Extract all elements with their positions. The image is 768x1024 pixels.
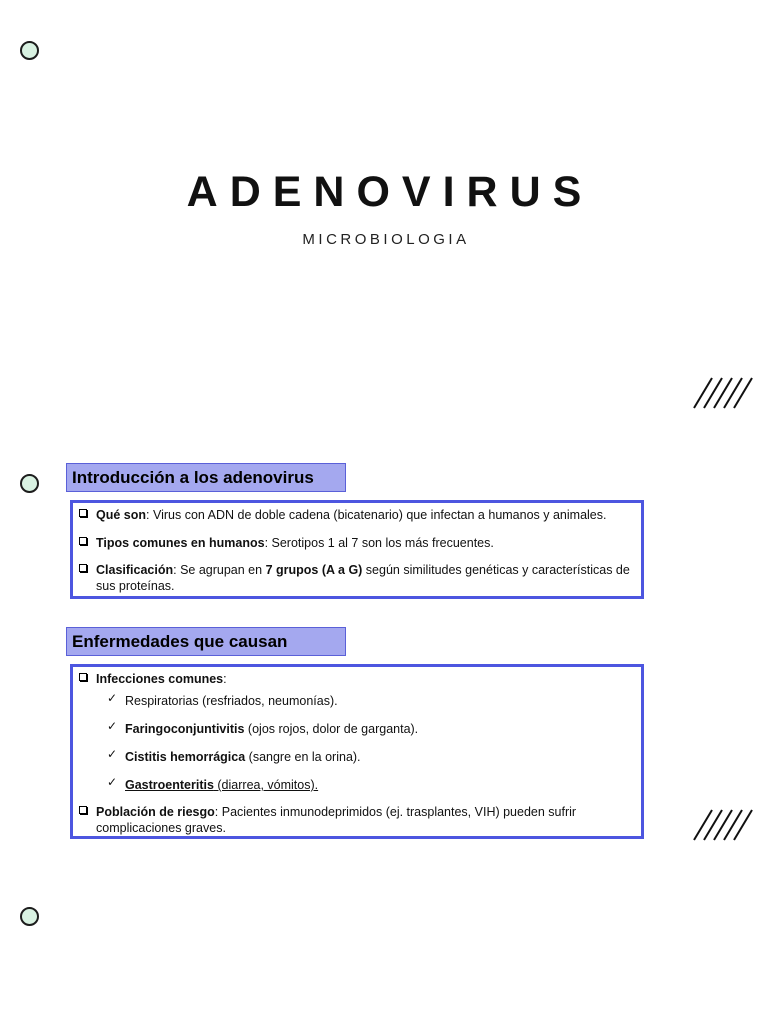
square-bullet-icon: [79, 537, 87, 545]
square-bullet-icon: [79, 564, 87, 572]
binder-hole-top: [20, 41, 39, 60]
section-box-diseases: [70, 664, 644, 839]
list-item-text: Tipos comunes en humanos: Serotipos 1 al 7 son los más frecuentes.: [96, 536, 494, 550]
sub-list-item-text: Faringoconjuntivitis (ojos rojos, dolor de garganta).: [125, 722, 419, 736]
square-bullet-icon: [79, 806, 87, 814]
binder-hole-bottom: [20, 907, 39, 926]
list-item-text: Población de riesgo: Pacientes inmunodeprimidos (ej. trasplantes, VIH) pueden sufrir complicaciones graves.: [96, 805, 577, 835]
sub-list-item-text: Respiratorias (resfriados, neumonías).: [125, 694, 338, 708]
checkmark-icon: ✓: [107, 775, 118, 789]
page-subtitle: MICROBIOLOGIA: [302, 231, 470, 248]
checkmark-icon: ✓: [107, 691, 118, 705]
list-item-text: Infecciones comunes:: [96, 672, 227, 686]
hatch-decoration-top: [692, 376, 760, 410]
section-header-intro: Introducción a los adenovirus: [66, 463, 346, 492]
checkmark-icon: ✓: [107, 719, 118, 733]
square-bullet-icon: [79, 673, 87, 681]
hatch-decoration-bottom: [692, 808, 760, 842]
binder-hole-middle: [20, 474, 39, 493]
section-box-intro: [70, 500, 644, 599]
square-bullet-icon: [79, 509, 87, 517]
sub-list-item-text: Cistitis hemorrágica (sangre en la orina).: [125, 750, 361, 764]
sub-list-item-text: Gastroenteritis (diarrea, vómitos).: [125, 778, 319, 792]
list-item-text: Qué son: Virus con ADN de doble cadena (bicatenario) que infectan a humanos y animales.: [96, 508, 607, 522]
list-item-text: Clasificación: Se agrupan en 7 grupos (A a G) según similitudes genéticas y características de sus proteínas.: [96, 563, 630, 593]
page-title: ADENOVIRUS: [186, 168, 594, 216]
section-header-diseases: Enfermedades que causan: [66, 627, 346, 656]
checkmark-icon: ✓: [107, 747, 118, 761]
